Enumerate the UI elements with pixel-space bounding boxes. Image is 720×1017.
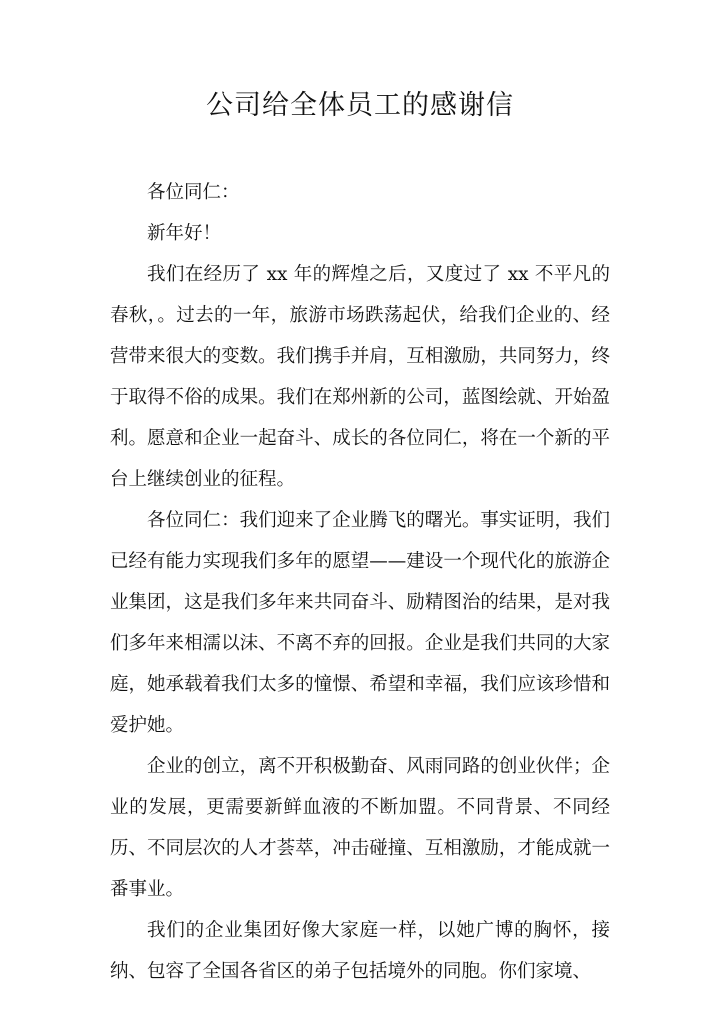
paragraph-3: 企业的创立，离不开积极勤奋、风雨同路的创业伙伴；企业的发展，更需要新鲜血液的不断加盟。不同背景、不同经历、不同层次的人才荟萃，冲击碰撞、互相激励，才能成就一番事业。 (110, 756, 610, 900)
paragraph-2: 各位同仁：我们迎来了企业腾飞的曙光。事实证明，我们已经有能力实现我们多年的愿望——建设一个现代化的旅游企业集团，这是我们多年来共同奋斗、励精图治的结果，是对我们多年来相濡以沫、不离不弃的回报。企业是我们共同的大家庭，她承载着我们太多的憧憬、希望和幸福，我们应该珍惜和爱护她。 (110, 510, 610, 736)
salutation: 各位同仁： (147, 182, 240, 203)
letter-title: 公司给全体员工的感谢信 (206, 90, 514, 121)
paragraph-1: 我们在经历了 xx 年的辉煌之后，又度过了 xx 不平凡的春秋，。过去的一年，旅游市场跌荡起伏，给我们企业的、经营带来很大的变数。我们携手并肩，互相激励，共同努力，终于取得不俗的成果。我们在郑州新的公司，蓝图绘就、开始盈利。愿意和企业一起奋斗、成长的各位同仁，将在一个新的平台上继续创业的征程。 (110, 264, 610, 490)
greeting: 新年好！ (147, 223, 222, 244)
paragraph-4: 我们的企业集团好像大家庭一样，以她广博的胸怀，接纳、包容了全国各省区的弟子包括境外的同胞。你们家境、 (110, 920, 610, 982)
letter-body (110, 172, 610, 992)
